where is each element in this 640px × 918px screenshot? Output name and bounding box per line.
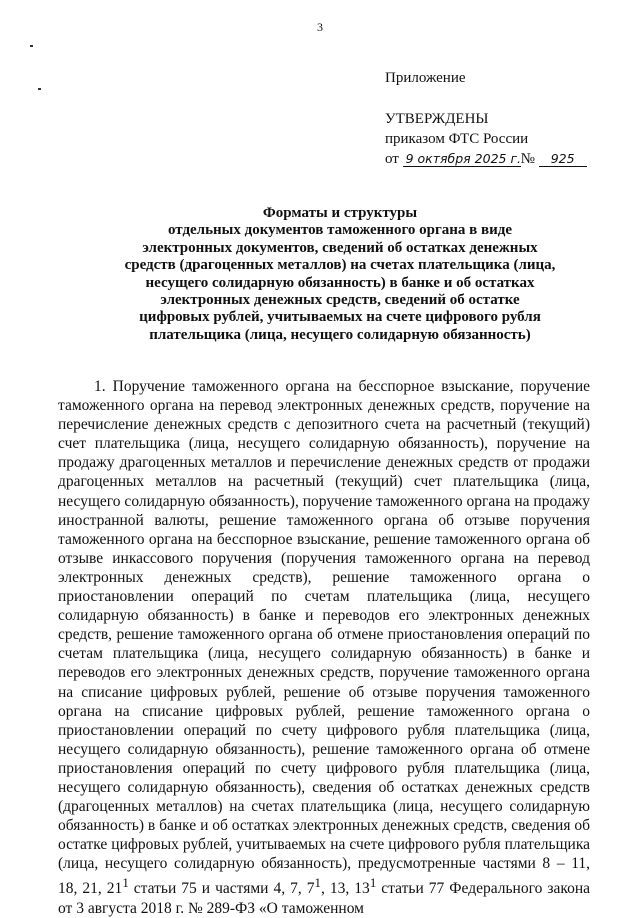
appendix-label: Приложение (385, 70, 466, 86)
page-number: 3 (317, 20, 323, 34)
order-date-line (385, 149, 587, 169)
date-prefix: от (385, 151, 399, 167)
title-line: несущего солидарную обязанность) в банке и об остатках (145, 274, 535, 291)
title-line: отдельных документов таможенного органа в виде (167, 222, 513, 239)
paragraph-text: статьи 77 Федерального закона от 3 августа 2018 г. № 289-ФЗ «О таможенном (58, 880, 591, 917)
margin-mark-top (30, 45, 33, 47)
approval-block (385, 68, 587, 169)
title-line: Форматы и структуры (262, 205, 418, 221)
title-line: плательщика (лица, несущего солидарную обязанность) (149, 326, 531, 343)
handwritten-order-number: 925 (539, 151, 587, 167)
paragraph-1 (58, 377, 590, 918)
title-line: цифровых рублей, учитываемых на счете цифрового рубля (139, 309, 541, 326)
superscript: 1 (314, 875, 321, 891)
document-title (95, 205, 585, 344)
title-line: средств (драгоценных металлов) на счетах плательщика (лица, (124, 257, 556, 274)
margin-mark-bottom (38, 88, 41, 90)
title-line: электронных денежных средств, сведений об остатке (160, 292, 520, 309)
paragraph-text: , 13, 13 (321, 880, 370, 898)
approved-label: УТВЕРЖДЕНЫ (385, 111, 489, 127)
order-label: приказом ФТС России (385, 131, 529, 147)
title-line: электронных документов, сведений об остатках денежных (142, 239, 538, 256)
number-prefix: № (520, 151, 535, 167)
paragraph-text: 1. Поручение таможенного органа на бесспорное взыскание, поручение таможенного органа на перевод электронных денежных средств, поручение на перечисление денежных средств с депозитного счета на расчетный (текущий) счет плательщика (лица, несущего солидарную обязанность), поручение на продажу драгоценных металлов и перечисление денежных средств от продажи драгоценных металлов на расчетный (текущий) счет плательщика (лица, несущего солидарную обязанность), поручение таможенного органа на продажу иностранной валюты, решение таможенного органа об отзыве поручения таможенного органа на бесспорное взыскание, решение таможенного органа об отзыве инкассового поручения (поручения таможенного органа на перевод электронных денежных средств), решение таможенного органа о приостановлении операций по счетам плательщика (лица, несущего солидарную обязанность) в банке и переводов его электронных денежных средств, решение таможенного органа об отмене приостановления операций по счетам плательщика (лица, несущего солидарную обязанность) в банке и переводов его электронных денежных средств, поручение таможенного органа на списание цифровых рублей, решение об отзыве поручения таможенного органа на списание цифровых рублей, решение таможенного органа о приостановлении операций по счету цифрового рубля плательщика (лица, несущего солидарную обязанность), решение таможенного органа об отмене приостановления операций по счету цифрового рубля плательщика (лица, несущего солидарную обязанность), сведения об остатках денежных средств (драгоценных металлов) на счетах плательщика (лица, несущего солидарную обязанность) в банке и об остатках электронных денежных средств, сведения об остатке цифровых рублей, учитываемых на счете цифрового рубля плательщика (лица, несущего солидарную обязанность), предусмотренные частями 8 – 11, 18, 21, 21 (58, 378, 590, 898)
superscript: 1 (369, 875, 377, 891)
superscript: 1 (122, 875, 129, 891)
handwritten-date: 9 октября 2025 г. (403, 151, 521, 167)
paragraph-text: статьи 75 и частями 4, 7, 7 (128, 880, 315, 898)
